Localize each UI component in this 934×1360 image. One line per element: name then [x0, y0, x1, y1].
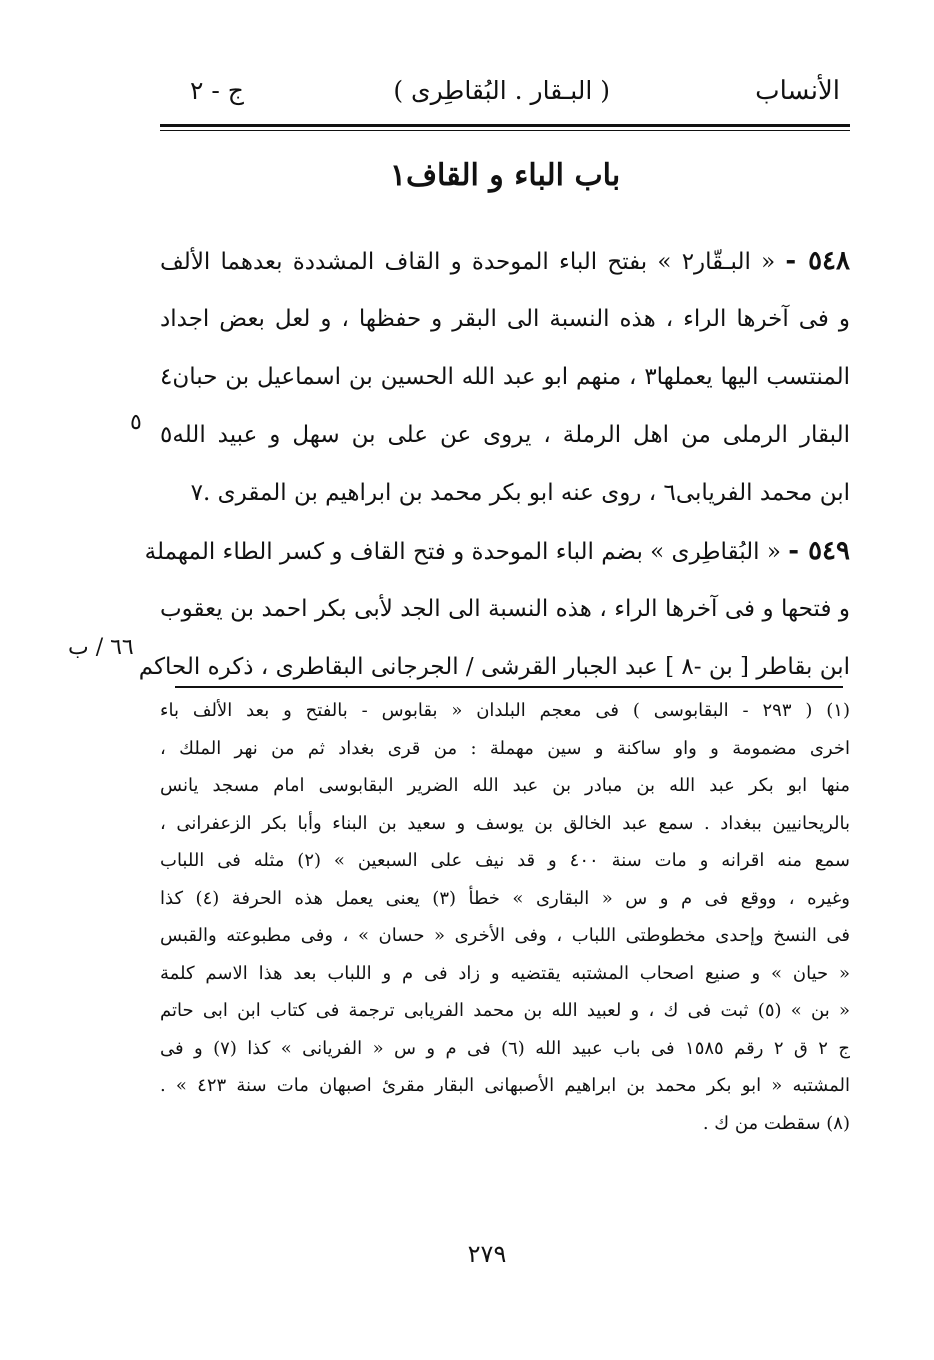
text-line	[160, 406, 850, 464]
text-line	[160, 232, 850, 290]
footnote-line: بالريحانيين ببغداد . سمع عبد الخالق بن يوسف و سعيد بن البناء وأبا بكر الزعفرانى ،	[160, 812, 850, 834]
main-text	[138, 232, 851, 696]
text-line	[160, 348, 850, 406]
line-text: ابن محمد الفريابى٦ ، روى عنه ابو بكر محمد بن ابراهيم بن المقرى .٧	[190, 480, 850, 506]
text-line	[160, 464, 850, 522]
footnote-line: (١) ( ٢٩٣ - البقابوسى ) فى معجم البلدان « بقابوس - بالفتح و بعد الألف باء	[160, 700, 850, 721]
running-header	[160, 76, 840, 116]
footnotes	[160, 692, 850, 1142]
line-text: « البـقّار٢ » بفتح الباء الموحدة و القاف المشددة بعدهما الألف	[160, 249, 776, 275]
page-number: ٢٧٩	[467, 1240, 507, 1268]
line-text: المنتسب اليها يعملها٣ ، منهم ابو عبد الله الحسين بن اسماعيل بن حبان٤	[160, 364, 851, 390]
volume-label: ج - ٢	[190, 76, 244, 105]
footnote-line: (٨) سقطت من ك .	[702, 1112, 850, 1134]
footnote-line: فى النسخ وإحدى مخطوطتى اللباب ، وفى الأخرى « حسان » ، وفى مطبوعته والقبس	[160, 925, 850, 946]
footnote-line: سمع منه اقرانه و مات سنة ٤٠٠ و قد نيف على السبعين » (٢) مثله فى اللباب	[160, 850, 850, 871]
header-rule-thin	[160, 130, 850, 131]
line-text: البقار الرملى من اهل الرملة ، يروى عن على بن سهل و عبيد الله٥	[160, 422, 850, 448]
book-title: الأنساب	[755, 76, 840, 106]
text-line	[160, 290, 850, 348]
margin-folio: ٦٦ / ب	[68, 635, 134, 660]
footnote-line: ج ٢ ق ٢ رقم ١٥٨٥ فى باب عبيد الله (٦) فى م و س « الفريانى » كذا (٧) و فى	[160, 1037, 851, 1059]
text-line	[144, 522, 850, 580]
footnote-line: اخرى مضمومة و واو ساكنة و سين مهملة : من قرى بغداد ثم من نهر الملك ،	[160, 737, 850, 759]
section-title: باب الباء و القاف١	[389, 158, 621, 193]
footnote-line: منها ابو بكر عبد الله بن مبادر بن عبد الله الضرير البقابوسى امام مسجد يانس	[160, 775, 850, 796]
entries-range: ( البـقار . البُقاطِرى )	[393, 76, 610, 105]
entry-number: ٥٤٨ -	[785, 246, 850, 276]
line-text: و فتحها و فى آخرها الراء ، هذه النسبة الى الجد لأبى بكر احمد بن يعقوب	[160, 596, 850, 622]
footnote-line: « بن » (٥) ثبت فى ك ، و لعبيد الله بن محمد الفريابى ترجمة فى كتاب ابن ابى حاتم	[160, 1000, 850, 1021]
header-rule-thick	[160, 124, 850, 127]
line-text: و فى آخرها الراء ، هذه النسبة الى البقر و حفظها ، و لعل بعض اجداد	[160, 306, 850, 332]
line-text: « البُقاطِرى » بضم الباء الموحدة و فتح القاف و كسر الطاء المهملة	[144, 539, 781, 565]
footnote-rule	[175, 686, 843, 688]
footnote-line: المشتبه « ابو بكر محمد بن ابراهيم الأصبهانى البقار مقرئ اصبهان مات سنة ٤٢٣ » .	[160, 1075, 850, 1096]
footnote-line: وغيره ، ووقع فى م و س « البقارى » خطأ (٣) يعنى يعمل هذه الحرفة (٤) كذا	[160, 887, 850, 909]
footnote-line: « حيان » و صنيع اصحاب المشتبه يقتضيه و زاد فى م و اللباب بعد هذا الاسم كلمة	[160, 962, 850, 984]
line-text: ابن بقاطر [ بن -٨ ] عبد الجبار القرشى / الجرجانى البقاطرى ، ذكره الحاكم	[138, 654, 850, 680]
margin-line-number: ٥	[130, 410, 142, 435]
entry-number: ٥٤٩ -	[788, 536, 850, 566]
text-line	[160, 580, 850, 638]
